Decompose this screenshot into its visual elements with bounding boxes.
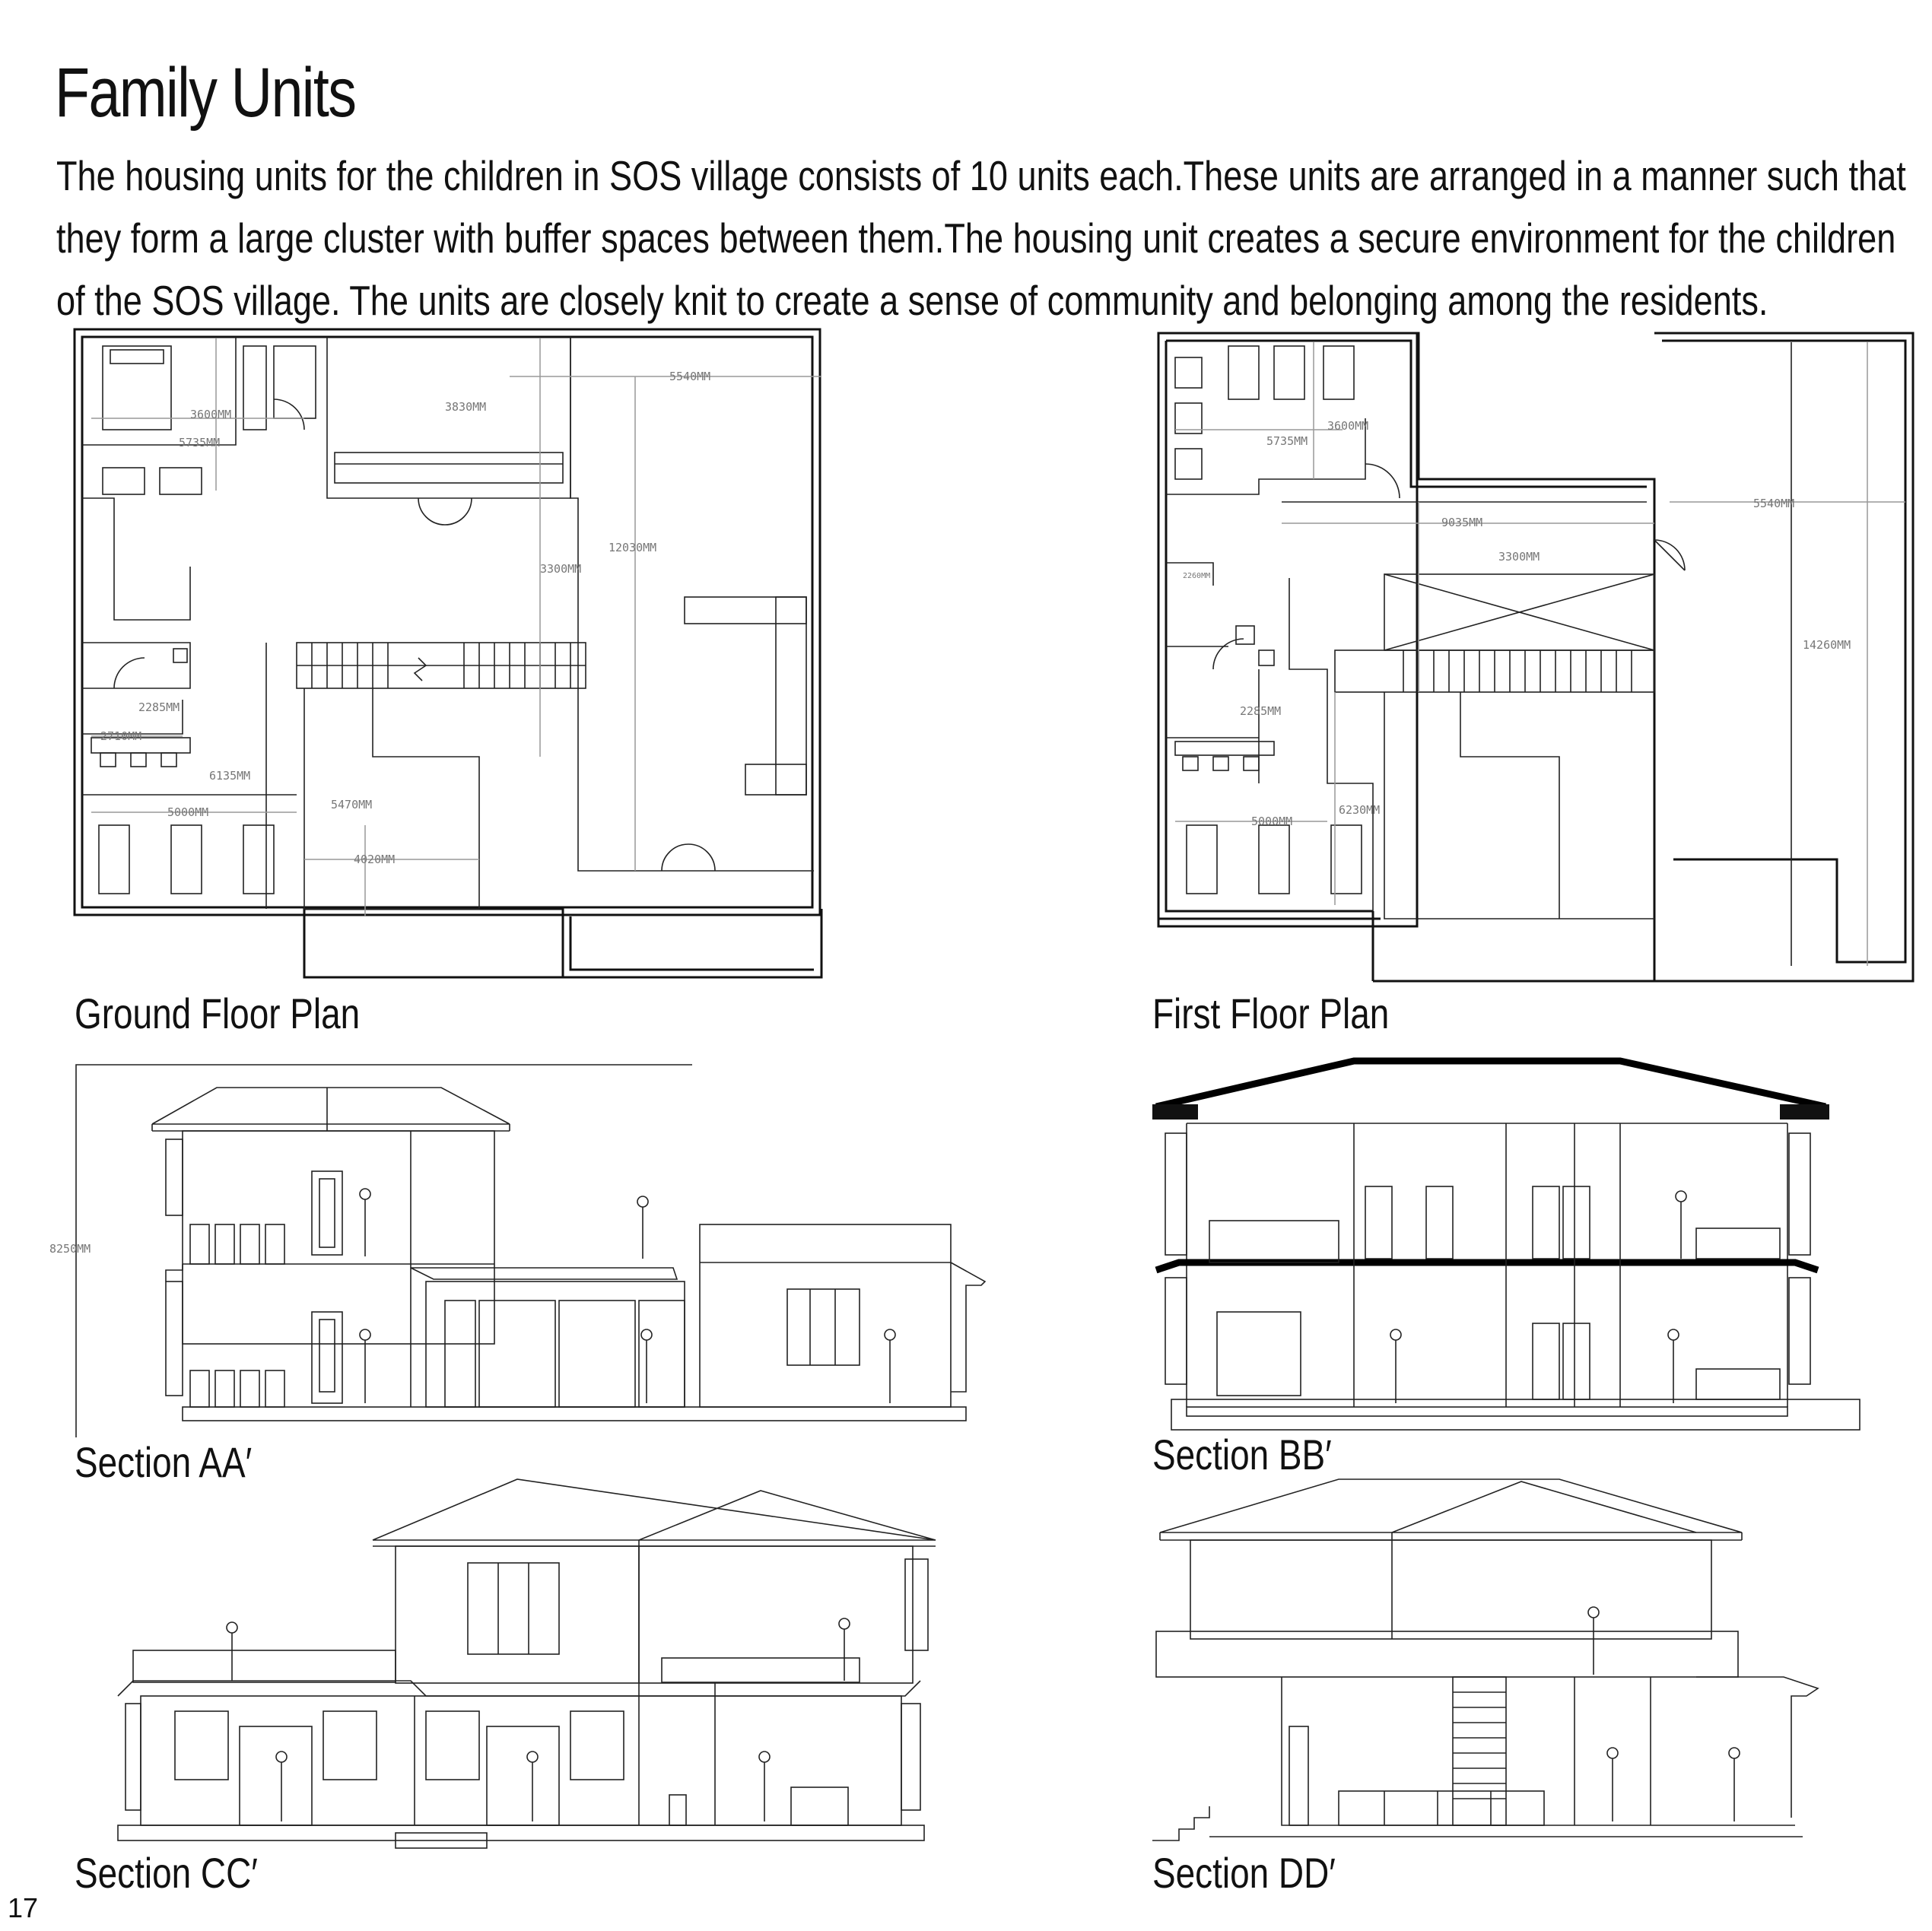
dim-label: 2285MM (1240, 704, 1282, 718)
intro-line: The housing units for the children in SOS village consists of 10 units each.These units are arranged in a manner such that (56, 152, 1906, 199)
height-dim-label: 8250MM (49, 1242, 91, 1256)
ground-floor-plan-drawing (68, 323, 829, 985)
dim-label: 3300MM (1498, 550, 1540, 564)
intro-line: they form a large cluster with buffer spaces between them.The housing unit creates a secure environment for the children (56, 214, 1896, 262)
intro-paragraph (56, 145, 1906, 332)
dim-label: 6135MM (209, 769, 251, 783)
page-number: 17 (8, 1892, 39, 1923)
dim-label: 5735MM (179, 436, 221, 449)
first-floor-plan-drawing (1152, 327, 1921, 989)
dim-label: 2285MM (138, 700, 180, 714)
human-figures (360, 1189, 895, 1403)
dim-label: 5735MM (1266, 434, 1308, 448)
section-dd-caption: Section DD′ (1152, 1849, 1336, 1897)
section-bb-drawing (1149, 1057, 1871, 1430)
section-dd-drawing (1149, 1475, 1871, 1848)
dim-label: 5000MM (167, 805, 209, 819)
dim-label: 3830MM (445, 400, 487, 414)
dim-label: 6230MM (1339, 803, 1381, 817)
ground-floor-caption: Ground Floor Plan (75, 989, 361, 1037)
first-floor-caption: First Floor Plan (1152, 989, 1390, 1037)
dim-label: 14260MM (1803, 638, 1851, 652)
bunk-furniture-upper (190, 1224, 284, 1407)
dim-label: 2260MM (1183, 572, 1211, 580)
doors-upper (1365, 1186, 1590, 1399)
dim-label: 4020MM (354, 853, 396, 866)
section-cc-drawing (114, 1475, 958, 1848)
dim-label: 3600MM (190, 408, 232, 421)
dim-label: 9035MM (1441, 516, 1483, 529)
intro-line: of the SOS village. The units are closely knit to create a sense of community and belonging among the residents. (56, 277, 1768, 324)
dim-label: 12030MM (609, 541, 657, 554)
section-bb-caption: Section BB′ (1152, 1431, 1332, 1478)
dim-label: 5540MM (669, 370, 711, 383)
stair-treads (1403, 650, 1632, 692)
dim-label: 3300MM (540, 562, 582, 576)
stair-treads (1453, 1692, 1506, 1799)
dim-label: 5000MM (1251, 815, 1293, 828)
human-figures (227, 1618, 850, 1821)
section-aa-caption: Section AA′ (75, 1438, 253, 1486)
dim-label: 3600MM (1327, 419, 1369, 433)
human-figures (1390, 1191, 1686, 1403)
page-title: Family Units (55, 54, 356, 132)
section-cc-caption: Section CC′ (75, 1849, 258, 1897)
dim-label: 5470MM (331, 798, 373, 811)
section-aa-drawing (49, 1057, 1103, 1437)
dim-label: 2710MM (100, 729, 142, 743)
dim-label: 5540MM (1753, 497, 1795, 510)
